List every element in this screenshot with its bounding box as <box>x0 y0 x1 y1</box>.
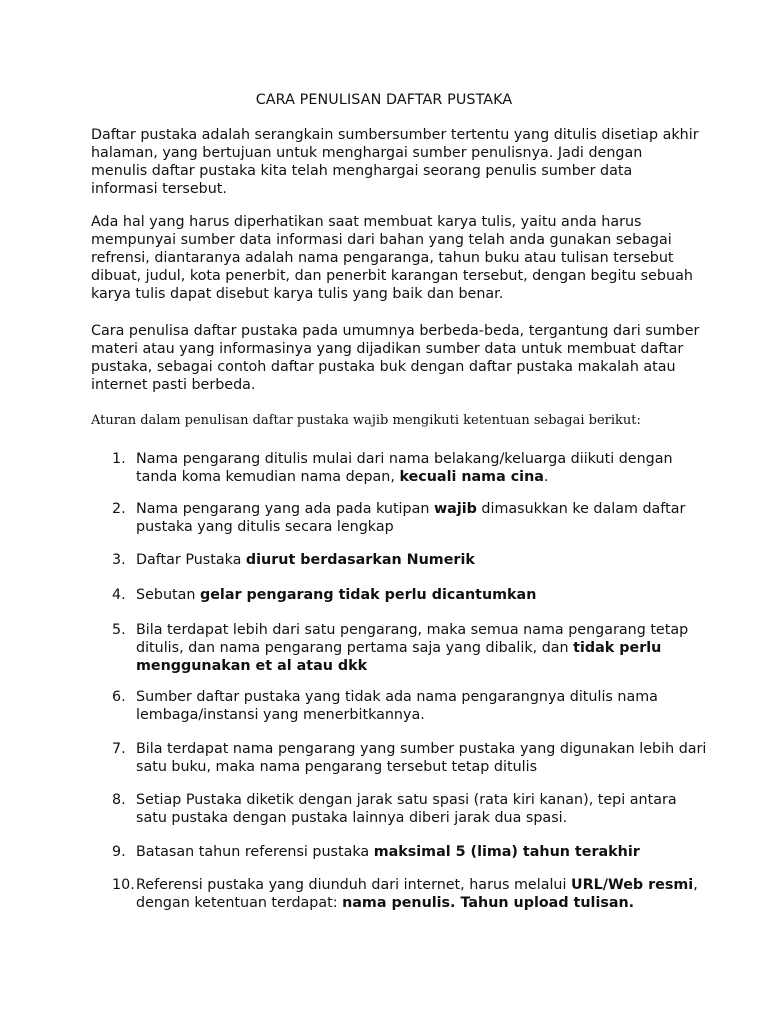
list-item: 2. Nama pengarang yang ada pada kutipan wajib dimasukkan ke dalam daftar pustaka yang ditulis secara lengkap <box>112 501 686 535</box>
list-number: 5. <box>112 622 126 638</box>
list-item: 3. Daftar Pustaka diurut berdasarkan Numerik <box>112 552 475 568</box>
list-number: 7. <box>112 741 126 757</box>
document-title: CARA PENULISAN DAFTAR PUSTAKA <box>255 92 513 108</box>
list-number: 6. <box>112 689 126 705</box>
list-number: 9. <box>112 844 126 860</box>
list-item: 5. Bila terdapat lebih dari satu pengarang, maka semua nama pengarang tetap ditulis, dan nama pengarang pertama saja yang dibalik, dan tidak perlu menggunakan et al atau dkk <box>112 622 689 674</box>
list-number: 2. <box>112 501 126 517</box>
list-number: 3. <box>112 552 126 568</box>
emphasis: tidak perlu menggunakan et al atau dkk <box>136 640 662 674</box>
emphasis: gelar pengarang tidak perlu dicantumkan <box>199 587 537 603</box>
paragraph-definition: Daftar pustaka adalah serangkain sumbersumber tertentu yang ditulis disetiap akhir halaman, yang bertujuan untuk menghargai sumber penulisnya. Jadi dengan menulis daftar pustaka kita telah menghargai seorang penulis sumber data informasi tersebut. <box>91 127 699 197</box>
emphasis: diurut berdasarkan Numerik <box>245 552 475 568</box>
list-item: 9. Batasan tahun referensi pustaka maksimal 5 (lima) tahun terakhir <box>112 844 640 860</box>
list-item: 10. Referensi pustaka yang diunduh dari internet, harus melalui URL/Web resmi, dengan ketentuan terdapat: nama penulis. Tahun upload tulisan. <box>112 877 698 911</box>
emphasis: kecuali nama cina <box>399 469 544 485</box>
emphasis: maksimal 5 (lima) tahun terakhir <box>373 844 640 860</box>
list-number: 1. <box>112 451 126 467</box>
list-item: 1. Nama pengarang ditulis mulai dari nama belakang/keluarga diikuti dengan tanda koma kemudian nama depan, kecuali nama cina. <box>112 451 673 485</box>
list-number: 4. <box>112 587 126 603</box>
list-number: 8. <box>112 792 126 808</box>
list-item: 6. Sumber daftar pustaka yang tidak ada nama pengarangnya ditulis nama lembaga/instansi yang menerbitkannya. <box>112 689 658 723</box>
emphasis: URL/Web resmi <box>571 877 694 893</box>
emphasis: nama penulis. Tahun upload tulisan. <box>342 895 635 911</box>
emphasis: wajib <box>433 501 477 517</box>
rules-intro: Aturan dalam penulisan daftar pustaka wajib mengikuti ketentuan sebagai berikut: <box>91 413 641 428</box>
list-item: 7. Bila terdapat nama pengarang yang sumber pustaka yang digunakan lebih dari satu buku, maka nama pengarang tersebut tetap ditulis <box>112 741 707 775</box>
list-item: 4. Sebutan gelar pengarang tidak perlu dicantumkan <box>112 587 537 603</box>
paragraph-considerations: Ada hal yang harus diperhatikan saat membuat karya tulis, yaitu anda harus mempunyai sumber data informasi dari bahan yang telah anda gunakan sebagai refrensi, diantaranya adalah nama pengaranga, tahun buku atau tulisan tersebut dibuat, judul, kota penerbit, dan penerbit karangan tersebut, dengan begitu sebuah karya tulis dapat disebut karya tulis yang baik dan benar. <box>91 214 693 302</box>
list-number: 10. <box>112 877 135 893</box>
list-item: 8. Setiap Pustaka diketik dengan jarak satu spasi (rata kiri kanan), tepi antara satu pustaka dengan pustaka lainnya diberi jarak dua spasi. <box>112 792 677 826</box>
paragraph-differences: Cara penulisa daftar pustaka pada umumnya berbeda-beda, tergantung dari sumber materi atau yang informasinya yang dijadikan sumber data untuk membuat daftar pustaka, sebagai contoh daftar pustaka buk dengan daftar pustaka makalah atau internet pasti berbeda. <box>91 323 700 393</box>
